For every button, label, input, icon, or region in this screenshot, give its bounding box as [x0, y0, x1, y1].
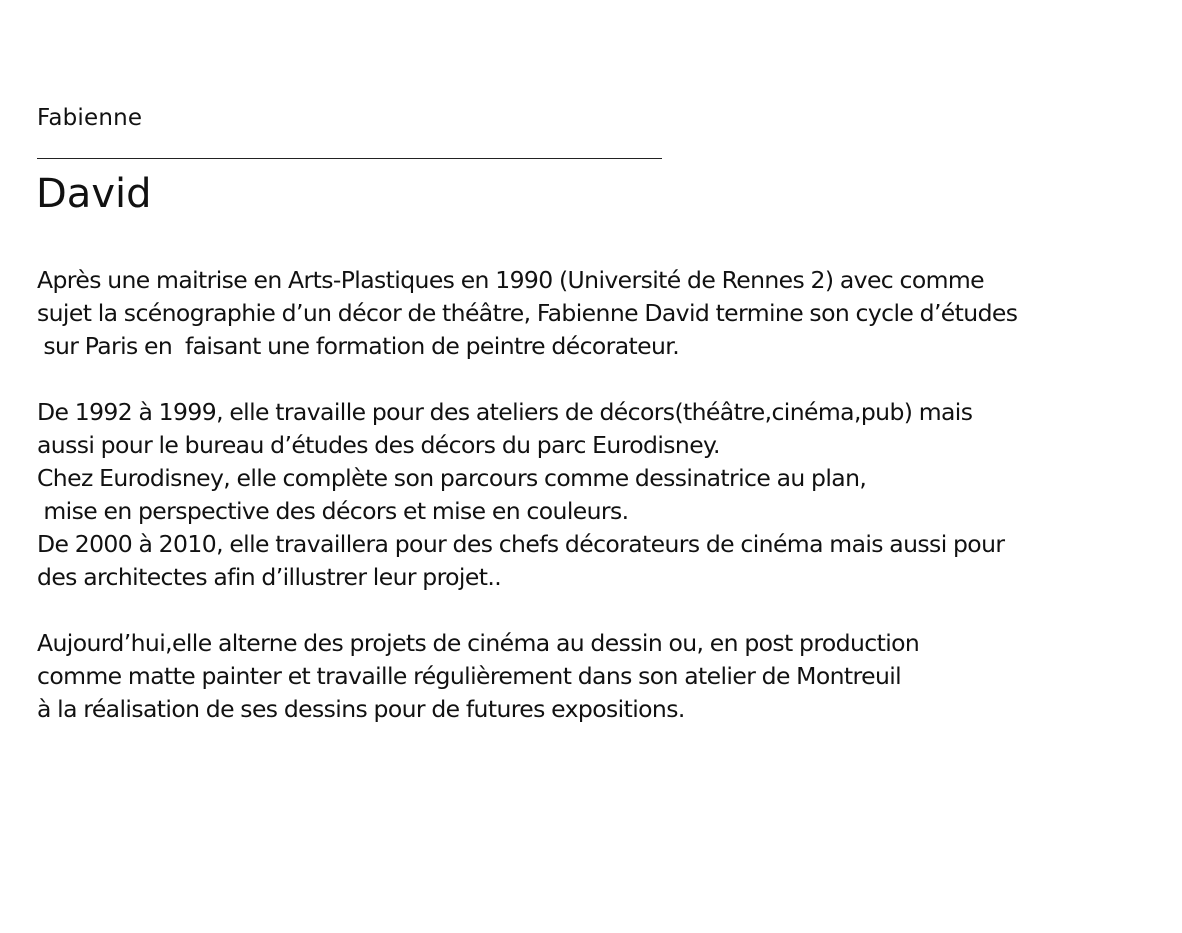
paragraph-today: [37, 627, 1167, 726]
text-line: Aujourd’hui,elle alterne des projets de cinéma au dessin ou, en post production: [37, 629, 920, 657]
last-name: David: [36, 171, 152, 217]
paragraph-career: [37, 396, 1167, 594]
text-line: à la réalisation de ses dessins pour de futures expositions.: [37, 695, 685, 723]
first-name: Fabienne: [37, 105, 143, 131]
text-line: Chez Eurodisney, elle complète son parcours comme dessinatrice au plan,: [37, 464, 867, 492]
text-line: comme matte painter et travaille régulièrement dans son atelier de Montreuil: [37, 662, 902, 690]
text-line: sur Paris en faisant une formation de peintre décorateur.: [37, 332, 680, 360]
name-divider: [37, 158, 662, 159]
paragraph-education: [37, 264, 1167, 363]
text-line: De 2000 à 2010, elle travaillera pour des chefs décorateurs de cinéma mais aussi pour: [37, 530, 1005, 558]
text-line: des architectes afin d’illustrer leur projet..: [37, 563, 502, 591]
text-line: Après une maitrise en Arts-Plastiques en 1990 (Université de Rennes 2) avec comme: [37, 266, 985, 294]
text-line: sujet la scénographie d’un décor de théâtre, Fabienne David termine son cycle d’études: [37, 299, 1018, 327]
text-line: mise en perspective des décors et mise en couleurs.: [37, 497, 629, 525]
text-line: De 1992 à 1999, elle travaille pour des ateliers de décors(théâtre,cinéma,pub) mais: [37, 398, 973, 426]
biography-text: [37, 264, 1167, 759]
text-line: aussi pour le bureau d’études des décors du parc Eurodisney.: [37, 431, 720, 459]
